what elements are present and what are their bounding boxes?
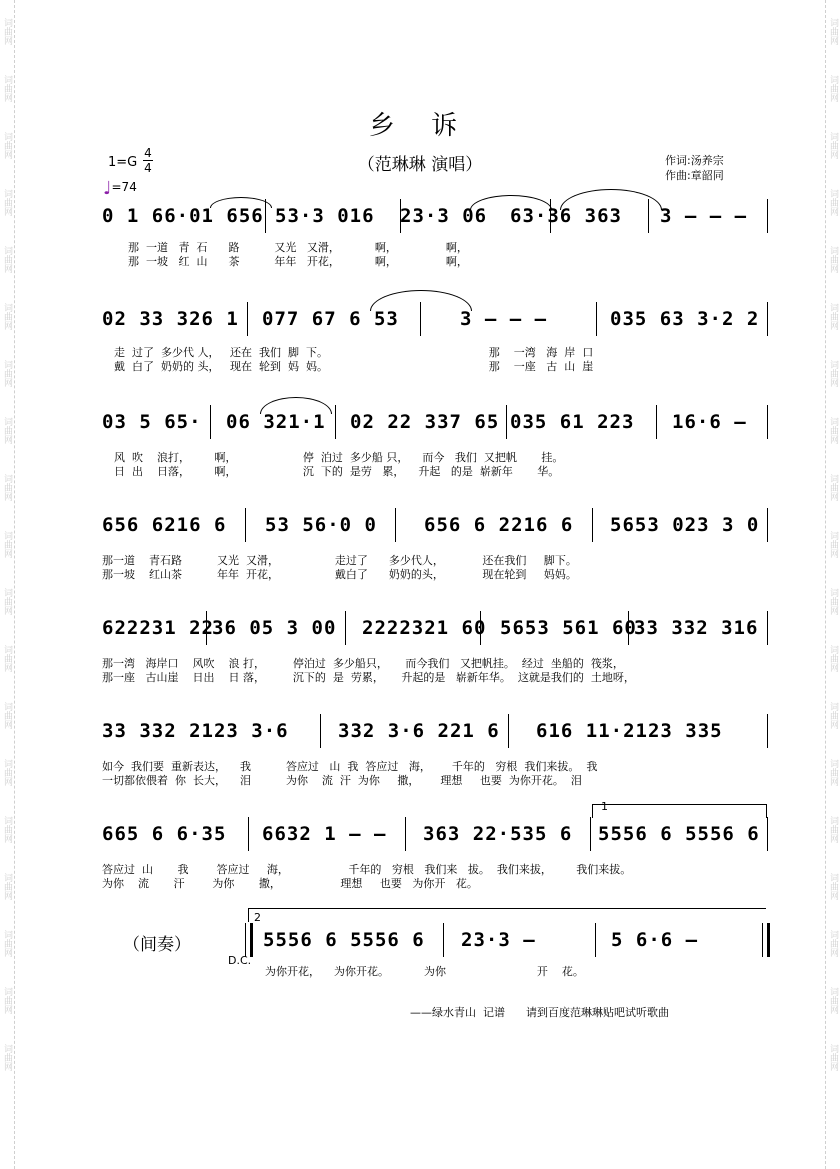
time-signature <box>143 146 153 175</box>
margin-watermark-text: 词曲网 <box>2 474 12 501</box>
transcriber-note: ——绿水青山 记谱 请到百度范琳琳贴吧试听歌曲 <box>410 1006 669 1019</box>
measure: 5 6·6 – <box>611 929 699 951</box>
margin-watermark-text: 词曲网 <box>828 360 838 387</box>
measure: 616 11·2123 335 <box>536 720 723 742</box>
measure: 5653 561 60 <box>500 617 637 639</box>
margin-watermark-text: 词曲网 <box>2 702 12 729</box>
measure: 33 332 2123 3·6 <box>102 720 289 742</box>
measure: 63·36 363 <box>510 205 622 227</box>
measure: 3 – – – <box>460 308 548 330</box>
margin-watermark-text: 词曲网 <box>2 759 12 786</box>
measure: 16·6 – <box>672 411 747 433</box>
measure: 0 1 66·01 656 <box>102 205 264 227</box>
lyric-line-1: 那一道 青石路 又光 又滑， 走过了 多少代人， 还在我们 脚下。 <box>102 554 577 567</box>
margin-watermark-text: 词曲网 <box>2 360 12 387</box>
margin-watermark-text: 词曲网 <box>828 189 838 216</box>
lyric-line-2: 日 出 日落， 啊， 沉 下的 是劳 累， 升起 的是 崭新年 华。 <box>114 465 560 478</box>
measure: 5556 6 5556 6 <box>263 929 425 951</box>
margin-watermark-text: 词曲网 <box>2 987 12 1014</box>
volta-number-1: 1 <box>601 800 608 813</box>
margin-watermark-text: 词曲网 <box>828 930 838 957</box>
margin-watermark-text: 词曲网 <box>2 531 12 558</box>
volta-bracket-2 <box>248 908 766 909</box>
measure: 035 63 3·2 2 <box>610 308 760 330</box>
margin-watermark-text: 词曲网 <box>2 588 12 615</box>
measure: 36 05 3 00 <box>212 617 337 639</box>
margin-watermark-text: 词曲网 <box>828 132 838 159</box>
measure: 53 56·0 0 <box>265 514 377 536</box>
quarter-note-icon: ♩ <box>103 178 112 199</box>
right-margin-watermark <box>825 0 840 1169</box>
margin-watermark-text: 词曲网 <box>2 1044 12 1071</box>
volta-tick <box>248 908 249 922</box>
measure: 5556 6 5556 6 <box>598 823 760 845</box>
tempo-value: =74 <box>111 180 137 194</box>
margin-watermark-text: 词曲网 <box>828 987 838 1014</box>
measure: 53·3 016 <box>275 205 375 227</box>
lyric-line-1: 那一湾 海岸口 风吹 浪 打， 停泊过 多少船只， 而今我们 又把帆挂。 经过 坐船的 筏浆， <box>102 657 624 670</box>
margin-watermark-text: 词曲网 <box>2 873 12 900</box>
measure: 02 22 337 65 <box>350 411 500 433</box>
lyric-line-1: 那 一道 青 石 路 又光 又滑， 啊， 啊， <box>128 241 468 254</box>
measure: 23·3 – <box>461 929 536 951</box>
measure: 077 67 6 53 <box>262 308 399 330</box>
volta-tick <box>592 804 593 818</box>
lyric-line-1: 如今 我们要 重新表达， 我 答应过 山 我 答应过 海， 千年的 穷根 我们来拔。 我 <box>102 760 598 773</box>
margin-watermark-text: 词曲网 <box>2 645 12 672</box>
margin-watermark-text: 词曲网 <box>2 132 12 159</box>
measure: 23·3 06 <box>400 205 488 227</box>
margin-watermark-text: 词曲网 <box>828 816 838 843</box>
tempo-marking <box>103 178 137 199</box>
lyric-line-2: 那一座 古山崖 日出 日 落， 沉下的 是 劳累， 升起的是 崭新年华。 这就是我们的 土地呀， <box>102 671 635 684</box>
margin-watermark-text: 词曲网 <box>828 474 838 501</box>
measure: 665 6 6·35 <box>102 823 227 845</box>
margin-watermark-text: 词曲网 <box>2 303 12 330</box>
margin-watermark-text: 词曲网 <box>828 588 838 615</box>
measure: 5653 023 3 0 <box>610 514 760 536</box>
margin-watermark-text: 词曲网 <box>2 930 12 957</box>
margin-watermark-text: 词曲网 <box>828 18 838 45</box>
measure: 6632 1 – – <box>262 823 387 845</box>
song-title: 乡 诉 <box>368 111 472 141</box>
measure: 3 – – – <box>660 205 748 227</box>
margin-watermark-text: 词曲网 <box>828 246 838 273</box>
da-capo-mark: D.C. <box>228 954 252 967</box>
margin-watermark-text: 词曲网 <box>2 18 12 45</box>
volta-bracket-1 <box>592 804 767 805</box>
margin-watermark-text: 词曲网 <box>828 531 838 558</box>
measure: 02 33 326 1 <box>102 308 239 330</box>
measure: 656 6 2216 6 <box>424 514 574 536</box>
singer-credit: （范琳琳 演唱） <box>357 155 483 175</box>
measure: 656 6216 6 <box>102 514 227 536</box>
margin-watermark-text: 词曲网 <box>828 75 838 102</box>
margin-watermark-text: 词曲网 <box>2 189 12 216</box>
lyric-line-2: 那 一坡 红 山 茶 年年 开花， 啊， 啊， <box>128 255 468 268</box>
margin-watermark-text: 词曲网 <box>2 417 12 444</box>
margin-watermark-text: 词曲网 <box>828 645 838 672</box>
left-margin-watermark <box>0 0 15 1169</box>
measure: 363 22·535 6 <box>423 823 573 845</box>
lyric-line-1: 答应过 山 我 答应过 海， 千年的 穷根 我们来 拔。 我们来拔， 我们来拔。 <box>102 863 632 876</box>
key-signature: 1=G <box>108 155 138 170</box>
measure: 622231 22 <box>102 617 214 639</box>
margin-watermark-text: 词曲网 <box>828 303 838 330</box>
measure: 035 61 223 <box>510 411 635 433</box>
margin-watermark-text: 词曲网 <box>828 759 838 786</box>
lyric-line-2: 戴 白了 奶奶的 头， 现在 轮到 妈 妈。 那 一座 古 山 崖 <box>114 360 594 373</box>
lyric-line-1: 为你开花， 为你开花。 为你 开 花。 <box>265 965 584 978</box>
volta-tick <box>766 804 767 818</box>
margin-watermark-text: 词曲网 <box>828 702 838 729</box>
margin-watermark-text: 词曲网 <box>2 816 12 843</box>
measure: 2222321 60 <box>362 617 487 639</box>
lyric-line-1: 风 吹 浪打， 啊， 停 泊过 多少船 只， 而今 我们 又把帆 挂。 <box>114 451 564 464</box>
margin-watermark-text: 词曲网 <box>828 873 838 900</box>
credits <box>665 153 724 183</box>
lyric-line-2: 一切都依偎着 你 长大， 泪 为你 流 汗 为你 撒， 理想 也要 为你开花。 泪 <box>102 774 582 787</box>
lyric-line-2: 为你 流 汗 为你 撒， 理想 也要 为你开 花。 <box>102 877 478 890</box>
measure: 06 321·1 <box>226 411 326 433</box>
measure: 332 3·6 221 6 <box>338 720 500 742</box>
volta-number-2: 2 <box>254 911 261 924</box>
measure: 03 5 65· <box>102 411 202 433</box>
lyricist: 作词:汤养宗 <box>665 154 724 167</box>
lyric-line-2: 那一坡 红山茶 年年 开花， 戴白了 奶奶的头， 现在轮到 妈妈。 <box>102 568 577 581</box>
lyric-line-1: 走 过了 多少代 人， 还在 我们 脚 下。 那 一湾 海 岸 口 <box>114 346 594 359</box>
margin-watermark-text: 词曲网 <box>2 246 12 273</box>
time-denominator: 4 <box>144 161 152 175</box>
measure: 33 332 316 <box>634 617 759 639</box>
interlude-label: （间奏） <box>123 935 191 955</box>
margin-watermark-text: 词曲网 <box>828 1044 838 1071</box>
time-numerator: 4 <box>144 146 152 160</box>
margin-watermark-text: 词曲网 <box>2 75 12 102</box>
composer: 作曲:章韶同 <box>665 169 724 182</box>
margin-watermark-text: 词曲网 <box>828 417 838 444</box>
